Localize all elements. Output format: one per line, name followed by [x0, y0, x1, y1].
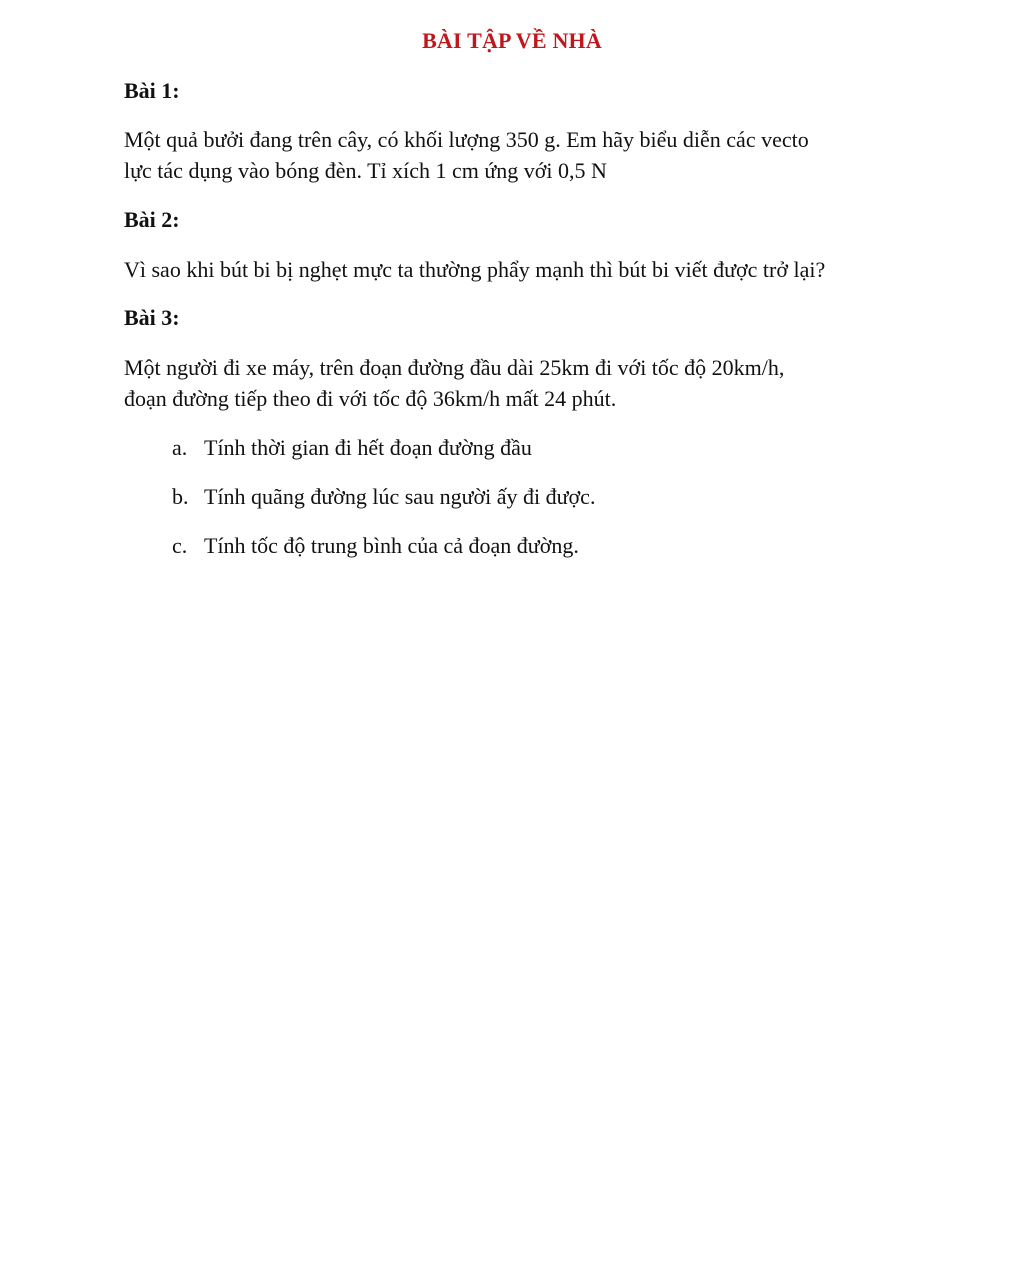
exercise-3-text: [124, 352, 904, 414]
list-item: [172, 433, 532, 463]
exercise-2-text: [124, 254, 904, 285]
text-line: Một quả bưởi đang trên cây, có khối lượng 350 g. Em hãy biểu diễn các vecto: [124, 127, 809, 152]
list-item: [172, 531, 579, 561]
exercise-2-heading: Bài 2:: [124, 207, 180, 232]
exercise-1-heading: Bài 1:: [124, 78, 180, 103]
exercise-3-heading: Bài 3:: [124, 305, 180, 330]
list-item: [172, 482, 595, 512]
document-title: BÀI TẬP VỀ NHÀ: [422, 28, 602, 53]
list-marker: a.: [172, 435, 188, 460]
text-line: Một người đi xe máy, trên đoạn đường đầu dài 25km đi với tốc độ 20km/h,: [124, 355, 785, 380]
list-item-text: Tính thời gian đi hết đoạn đường đầu: [204, 435, 532, 460]
list-marker: b.: [172, 484, 189, 509]
exercise-1-text: [124, 124, 904, 186]
text-line: lực tác dụng vào bóng đèn. Tỉ xích 1 cm ứng với 0,5 N: [124, 158, 607, 183]
text-line: đoạn đường tiếp theo đi với tốc độ 36km/h mất 24 phút.: [124, 386, 617, 411]
list-item-text: Tính quãng đường lúc sau người ấy đi được.: [204, 484, 596, 509]
list-item-text: Tính tốc độ trung bình của cả đoạn đường.: [204, 533, 579, 558]
list-marker: c.: [172, 533, 188, 558]
text-line: Vì sao khi bút bi bị nghẹt mực ta thường phẩy mạnh thì bút bi viết được trở lại?: [124, 257, 826, 282]
